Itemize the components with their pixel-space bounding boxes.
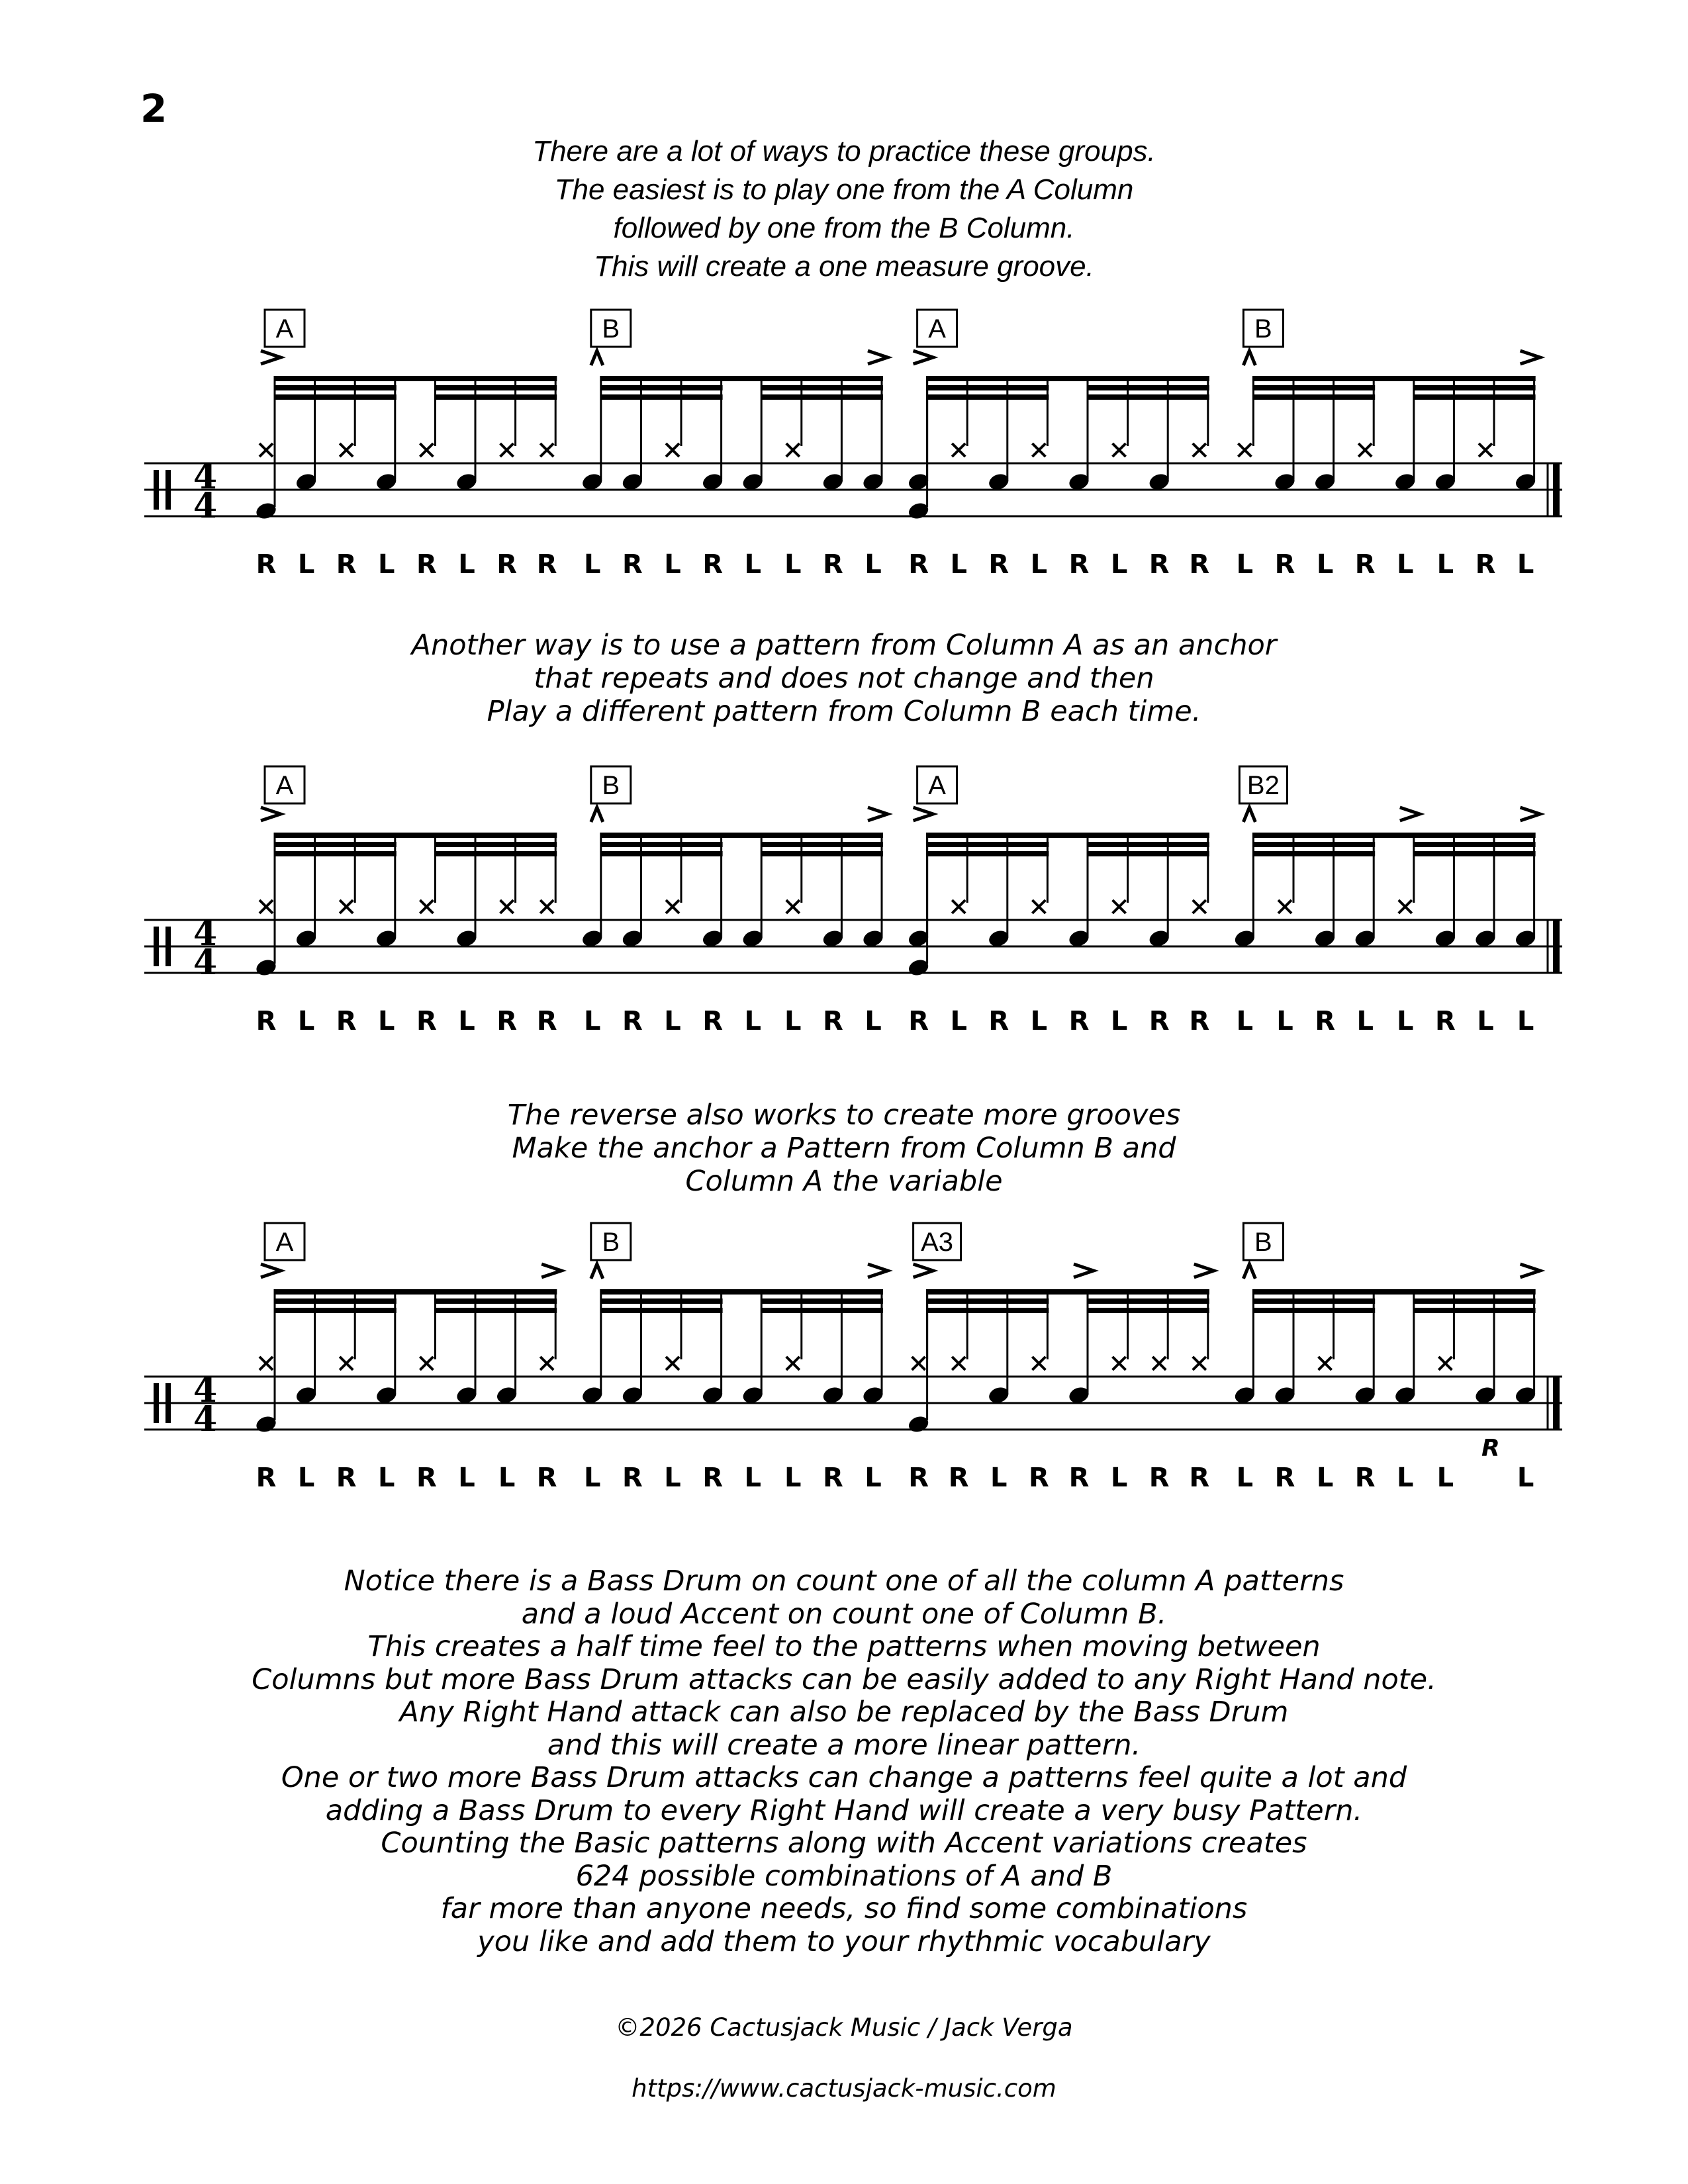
sticking-letter: L [1030,1006,1048,1036]
sticking-letter: R [1068,1006,1090,1036]
sticking-letter: R [822,1006,843,1036]
notation-system-2 [0,754,1688,1059]
accent-mark-icon [261,1264,281,1277]
beam [1252,1298,1375,1304]
sticking-letter: R [702,549,723,580]
beam [1252,394,1375,400]
sticking-letter: R [256,1006,277,1036]
time-signature-bottom: 4 [193,942,218,983]
beam [274,385,397,390]
marcato-mark-icon [591,807,603,822]
beam [927,385,1049,390]
sticking-letter: R [336,1006,357,1036]
group-label: A [928,771,946,800]
sticking-letter: L [1110,549,1128,580]
notation-system-1 [0,298,1688,602]
beam [274,1308,397,1313]
beam [1252,842,1375,847]
sticking-letter: L [784,1463,802,1493]
percussion-clef-icon [165,470,171,510]
sticking-letter: R [1315,1006,1335,1036]
beam [274,394,397,400]
group-label: B2 [1246,771,1280,800]
beam [1413,1298,1536,1304]
sticking-letter: R [988,1006,1009,1036]
sticking-letter: L [1316,1463,1334,1493]
sticking-letter: L [1110,1463,1128,1493]
sticking-letter: L [744,1463,761,1493]
time-signature-top: 4 [193,1370,218,1410]
beam [434,1298,557,1304]
sticking-letter: R [336,549,357,580]
beam [927,842,1049,847]
sticking-letter: R [536,1463,557,1493]
sticking-letter: L [1517,1463,1534,1493]
beam [1087,1298,1209,1304]
marcato-mark-icon [591,1264,603,1279]
sticking-letter: R [416,1463,437,1493]
beam [1252,385,1375,390]
sticking-letter: L [744,1006,761,1036]
beam [600,385,723,390]
sticking-letter: L [1477,1006,1494,1036]
sticking-letter: L [784,549,802,580]
sticking-letter: L [1356,1006,1374,1036]
sticking-letter: L [990,1463,1008,1493]
group-label: A3 [921,1228,954,1257]
sticking-letter: R [1149,1463,1170,1493]
accent-mark-icon [914,351,933,364]
barline-thick [1553,463,1560,516]
percussion-clef-icon [154,470,159,510]
beam [274,851,397,856]
sticking-letter: R [622,549,643,580]
sticking-letter: R [1354,549,1376,580]
sticking-letter: R [908,549,929,580]
sticking-letter: R [1068,1463,1090,1493]
sticking-letter: R [1434,1006,1456,1036]
beam [1087,385,1209,390]
sticking-letter: L [378,549,395,580]
intro-text: There are a lot of ways to practice these groups. The easiest is to play one from the A Column followed by one from the B Column. This will create a one measure groove. [532,135,1156,283]
beam [600,851,723,856]
sticking-letter: R [988,549,1009,580]
sticking-letter: L [865,549,882,580]
beam [1252,851,1375,856]
sticking-letter: L [297,549,315,580]
sticking-letter: L [865,1463,882,1493]
percussion-clef-icon [154,1383,159,1423]
drum-staff-3 [0,1211,1688,1463]
anchor-method-text: Another way is to use a pattern from Column A as an anchor that repeats and does not change and then Play a different pattern from Column B each time. [411,629,1277,728]
sticking-letter: R [536,549,557,580]
sticking-letter: L [1316,549,1334,580]
group-label: B [602,771,620,800]
accent-mark-icon [1400,807,1420,821]
sticking-letter: L [458,1463,475,1493]
sticking-letter: R [256,549,277,580]
sticking-letter: R [702,1006,723,1036]
barline-thick [1553,920,1560,973]
explanation-notes: Notice there is a Bass Drum on count one of all the column A patterns and a loud Accent on count one of Column B. This creates a half time feel to the patterns when moving between Columns but more Bass Drum attacks can be easily added to any Right Hand note. Any Right Hand attack can also be replaced by the Bass Drum and this will create a more linear pattern. One or two more Bass Drum attacks can change a patterns feel quite a lot and adding a Bass Drum to every Right Hand will create a very busy Pattern. Counting the Basic patterns along with Accent variations creates 624 possible combinations of A and B far more than anyone needs, so find some combinations you like and add them to your rhythmic vocabulary [252,1565,1436,1958]
sticking-letter: L [297,1463,315,1493]
beam [761,1298,883,1304]
sticking-letter: R [1274,549,1295,580]
group-label: B [1254,1228,1272,1257]
beam [761,1308,883,1313]
sticking-letter: L [498,1463,516,1493]
notation-system-3 [0,1211,1688,1516]
sticking-letter: L [584,549,601,580]
beam [761,394,883,400]
sticking-letter: R [496,1006,517,1036]
sticking-letter: L [584,1006,601,1036]
sticking-letter: L [1397,1006,1414,1036]
beam [434,851,557,856]
sticking-letter: R [702,1463,723,1493]
group-label: B [602,1228,620,1257]
beam [600,1298,723,1304]
accent-mark-icon [1194,1264,1214,1277]
sticking-letter: R [256,1463,277,1493]
sticking-letter: L [1236,549,1254,580]
sticking-letter: R [948,1463,969,1493]
accent-mark-icon [541,1264,561,1277]
time-signature-bottom: 4 [193,1399,218,1439]
sticking-letter: L [378,1463,395,1493]
beam [600,394,723,400]
sticking-row-2 [238,1006,1549,1046]
sticking-letter: R [1189,549,1210,580]
sticking-letter: R [622,1006,643,1036]
sticking-letter: L [1436,1463,1454,1493]
sticking-letter: R [822,1463,843,1493]
sticking-letter: R [336,1463,357,1493]
sticking-letter: R [536,1006,557,1036]
group-label: A [275,771,294,800]
sticking-letter: L [458,549,475,580]
sticking-letter: L [1517,549,1534,580]
sticking-letter: R [496,549,517,580]
time-signature-bottom: 4 [193,486,218,526]
group-label: B [602,314,620,343]
accent-mark-icon [1521,351,1540,364]
beam [927,851,1049,856]
sticking-letter: L [784,1006,802,1036]
accent-mark-icon [1521,807,1540,821]
website-url: https://www.cactusjack-music.com [632,2074,1056,2103]
beam [927,1308,1049,1313]
drum-staff-1 [0,298,1688,549]
marcato-mark-icon [1243,807,1255,822]
sticking-letter: R [908,1463,929,1493]
accent-mark-icon [1521,1264,1540,1277]
beam [761,385,883,390]
beam [274,1298,397,1304]
beam [1413,394,1536,400]
extra-sticking-letter: R [1481,1435,1500,1462]
sticking-letter: L [1276,1006,1293,1036]
sticking-letter: L [1110,1006,1128,1036]
beam [434,842,557,847]
percussion-clef-icon [165,927,171,966]
sticking-letter: R [908,1006,929,1036]
sticking-letter: R [1149,1006,1170,1036]
page-number: 2 [140,86,167,131]
footer [0,1982,1688,2134]
beam [927,1298,1049,1304]
sticking-letter: R [1274,1463,1295,1493]
sticking-letter: L [1030,549,1048,580]
beam [1087,394,1209,400]
sticking-letter: R [416,1006,437,1036]
sticking-letter: L [1517,1006,1534,1036]
sticking-letter: L [744,549,761,580]
beam [434,385,557,390]
accent-mark-icon [261,351,281,364]
sticking-letter: L [664,1006,681,1036]
copyright-text: ©2026 Cactusjack Music / Jack Verga [615,2013,1073,2042]
sticking-letter: R [1068,549,1090,580]
sticking-letter: R [822,549,843,580]
sticking-letter: R [1028,1463,1049,1493]
beam [1413,851,1536,856]
sticking-letter: L [584,1463,601,1493]
beam [1413,1308,1536,1313]
accent-mark-icon [1074,1264,1094,1277]
group-label: B [1254,314,1272,343]
sticking-letter: L [664,1463,681,1493]
accent-mark-icon [914,807,933,821]
sticking-letter: L [297,1006,315,1036]
drum-staff-2 [0,754,1688,1006]
beam [434,394,557,400]
sticking-letter: R [1189,1006,1210,1036]
beam [761,842,883,847]
sticking-letter: R [416,549,437,580]
beam [434,1308,557,1313]
barline-thick [1553,1377,1560,1430]
percussion-clef-icon [154,927,159,966]
beam [600,1308,723,1313]
accent-mark-icon [868,351,888,364]
sticking-letter: L [664,549,681,580]
accent-mark-icon [914,1264,933,1277]
sticking-letter: L [1236,1463,1254,1493]
sticking-letter: L [1436,549,1454,580]
time-signature-top: 4 [193,913,218,954]
beam [927,394,1049,400]
sticking-letter: L [1397,549,1414,580]
beam [1087,1308,1209,1313]
sticking-row-3 [238,1463,1549,1502]
beam [1087,842,1209,847]
accent-mark-icon [868,1264,888,1277]
marcato-mark-icon [591,351,603,365]
beam [274,842,397,847]
percussion-clef-icon [165,1383,171,1423]
group-label: A [275,314,294,343]
sticking-letter: L [865,1006,882,1036]
marcato-mark-icon [1243,351,1255,365]
beam [1413,385,1536,390]
sticking-letter: L [458,1006,475,1036]
sticking-letter: L [1397,1463,1414,1493]
group-label: A [928,314,946,343]
sticking-letter: R [1475,549,1496,580]
accent-mark-icon [261,807,281,821]
sticking-letter: R [1189,1463,1210,1493]
group-label: A [275,1228,294,1257]
sticking-letter: L [950,549,967,580]
sticking-row-1 [238,549,1549,589]
sticking-letter: L [378,1006,395,1036]
sticking-letter: R [1354,1463,1376,1493]
sticking-letter: L [1236,1006,1254,1036]
sticking-letter: R [622,1463,643,1493]
beam [1087,851,1209,856]
beam [761,851,883,856]
time-signature-top: 4 [193,457,218,497]
beam [1413,842,1536,847]
marcato-mark-icon [1243,1264,1255,1279]
beam [600,842,723,847]
reverse-method-text: The reverse also works to create more grooves Make the anchor a Pattern from Column B and Column A the variable [507,1099,1181,1198]
beam [1252,1308,1375,1313]
sticking-letter: R [1149,549,1170,580]
sticking-letter: L [950,1006,967,1036]
accent-mark-icon [868,807,888,821]
